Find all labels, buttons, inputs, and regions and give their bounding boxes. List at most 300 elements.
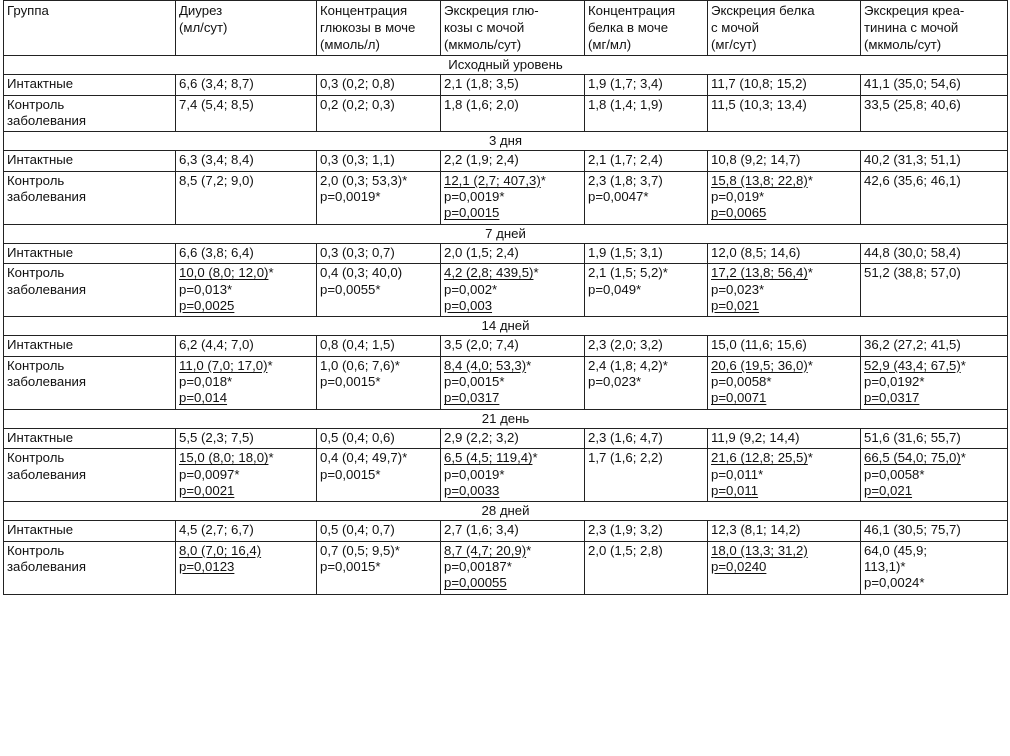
value-cell — [441, 75, 585, 95]
table-row — [4, 171, 1008, 224]
header-line-text: Группа — [7, 3, 49, 18]
value-line-text: 51,6 (31,6; 55,7) — [864, 429, 961, 445]
value-line-text: p=0,0047* — [588, 189, 649, 205]
value-line — [711, 205, 857, 221]
section-title: 21 день — [4, 409, 1008, 428]
group-line-text: Контроль — [7, 172, 65, 188]
table-row — [4, 541, 1008, 594]
value-line — [864, 173, 1004, 189]
group-line — [7, 113, 172, 129]
value-line-text: 64,0 (45,9; — [864, 542, 928, 558]
group-line-text: Интактные — [7, 244, 74, 260]
value-cell — [708, 336, 861, 356]
value-line — [444, 298, 581, 314]
table-row — [4, 75, 1008, 95]
value-line — [179, 559, 313, 575]
value-line — [179, 265, 313, 281]
value-cell — [708, 95, 861, 132]
value-line-text: p=0,00055 — [444, 575, 507, 591]
value-line-text: 1,9 (1,7; 3,4) — [588, 76, 663, 92]
value-line-text: 2,3 (1,8; 3,7) — [588, 172, 663, 188]
value-line-text: 2,3 (1,9; 3,2) — [588, 522, 663, 538]
group-line — [7, 245, 172, 261]
section-title: 28 дней — [4, 502, 1008, 521]
value-line — [864, 390, 1004, 406]
value-line-text: p=0,0065 — [711, 205, 767, 221]
value-line-text: 0,3 (0,3; 0,7) — [320, 244, 395, 260]
header-line-text: Концентрация — [320, 3, 408, 18]
value-line — [711, 374, 857, 390]
value-line-text: 20,6 (19,5; 36,0) — [711, 357, 808, 373]
value-cell — [861, 151, 1008, 171]
header-line-text: (мг/мл) — [588, 37, 632, 52]
value-line — [588, 245, 704, 261]
value-cell — [861, 541, 1008, 594]
value-line — [444, 337, 581, 353]
group-line — [7, 265, 172, 281]
value-line — [444, 374, 581, 390]
header-cell — [861, 1, 1008, 56]
value-line-text: 0,4 (0,4; 49,7)* — [320, 450, 408, 466]
value-line-text: p=0,0025 — [179, 297, 235, 313]
value-line — [444, 205, 581, 221]
header-line — [320, 19, 437, 36]
value-line-text: 11,9 (9,2; 14,4) — [711, 429, 800, 445]
value-cell — [861, 336, 1008, 356]
value-line — [179, 522, 313, 538]
header-line-text: (мл/сут) — [179, 20, 228, 35]
header-line — [711, 2, 857, 19]
header-line — [320, 2, 437, 19]
value-line-text: p=0,0055* — [320, 281, 381, 297]
value-line-text: p=0,0015* — [444, 374, 505, 390]
table-row — [4, 243, 1008, 263]
value-line-text: p=0,021 — [864, 482, 913, 498]
value-cell — [585, 75, 708, 95]
section-row — [4, 317, 1008, 336]
value-line-text: p=0,049* — [588, 281, 642, 297]
value-cell — [585, 336, 708, 356]
value-cell — [176, 171, 317, 224]
header-line-text: Экскреция креа- — [864, 3, 965, 18]
value-line-suffix: * — [960, 450, 966, 466]
value-line — [864, 374, 1004, 390]
group-line-text: Интактные — [7, 76, 74, 92]
group-line — [7, 189, 172, 205]
value-cell — [317, 449, 441, 502]
header-cell — [585, 1, 708, 56]
value-cell — [585, 541, 708, 594]
group-line — [7, 337, 172, 353]
header-line-text: белка в моче — [588, 20, 669, 35]
value-line — [444, 543, 581, 559]
value-line-text: p=0,011 — [711, 482, 759, 498]
value-line-text: p=0,0024* — [864, 575, 925, 591]
value-line — [320, 522, 437, 538]
value-line-text: 51,2 (38,8; 57,0) — [864, 265, 961, 281]
value-line-text: 8,0 (7,0; 16,4) — [179, 542, 262, 558]
value-line-text: 12,3 (8,1; 14,2) — [711, 522, 801, 538]
value-cell — [861, 243, 1008, 263]
value-line — [179, 282, 313, 298]
value-line — [864, 337, 1004, 353]
value-line — [864, 358, 1004, 374]
group-line — [7, 467, 172, 483]
header-line — [864, 2, 1004, 19]
value-line — [444, 173, 581, 189]
value-cell — [317, 75, 441, 95]
value-cell — [708, 264, 861, 317]
group-line-text: Интактные — [7, 152, 74, 168]
table-row — [4, 264, 1008, 317]
header-line — [588, 2, 704, 19]
value-line — [320, 173, 437, 189]
value-line — [179, 430, 313, 446]
value-line-text: 10,0 (8,0; 12,0) — [179, 265, 269, 281]
value-cell — [317, 356, 441, 409]
header-line-text: Концентрация — [588, 3, 676, 18]
value-cell — [861, 95, 1008, 132]
header-line — [444, 2, 581, 19]
value-line-text: p=0,0097* — [179, 466, 240, 482]
value-line-text: p=0,0015* — [320, 466, 381, 482]
value-line-text: p=0,014 — [179, 390, 228, 406]
table-row — [4, 95, 1008, 132]
value-line-text: 2,0 (0,3; 53,3)* — [320, 172, 408, 188]
value-line-text: p=0,0019* — [444, 466, 505, 482]
value-cell — [317, 95, 441, 132]
value-line-suffix: * — [267, 357, 273, 373]
header-line-text: с мочой — [711, 20, 759, 35]
value-cell — [585, 264, 708, 317]
group-line-text: заболевания — [7, 466, 86, 482]
value-line-text: 41,1 (35,0; 54,6) — [864, 76, 961, 92]
value-cell — [708, 171, 861, 224]
value-cell — [708, 428, 861, 448]
group-line-text: Интактные — [7, 429, 74, 445]
value-line — [444, 245, 581, 261]
value-line — [864, 522, 1004, 538]
value-line — [444, 450, 581, 466]
value-line — [588, 173, 704, 189]
value-line — [444, 483, 581, 499]
value-cell — [441, 356, 585, 409]
value-line-text: p=0,013* — [179, 281, 233, 297]
value-line — [588, 543, 704, 559]
value-line-text: 1,9 (1,5; 3,1) — [588, 244, 663, 260]
group-cell — [4, 171, 176, 224]
value-line — [588, 152, 704, 168]
value-line-text: p=0,0058* — [864, 466, 925, 482]
value-line-suffix: * — [960, 357, 966, 373]
group-cell — [4, 151, 176, 171]
value-line — [711, 152, 857, 168]
value-line — [179, 152, 313, 168]
group-cell — [4, 428, 176, 448]
value-cell — [585, 449, 708, 502]
value-cell — [176, 336, 317, 356]
value-line — [320, 337, 437, 353]
value-line-suffix: * — [533, 265, 539, 281]
value-line-text: 4,2 (2,8; 439,5) — [444, 265, 534, 281]
value-cell — [317, 171, 441, 224]
header-line-text: Экскреция белка — [711, 3, 815, 18]
value-cell — [585, 151, 708, 171]
value-line-text: 44,8 (30,0; 58,4) — [864, 244, 961, 260]
header-line — [864, 36, 1004, 53]
value-line — [711, 430, 857, 446]
value-line — [444, 265, 581, 281]
value-cell — [176, 541, 317, 594]
value-cell — [317, 541, 441, 594]
value-line-text: 2,2 (1,9; 2,4) — [444, 152, 519, 168]
value-line — [444, 97, 581, 113]
value-line-text: 21,6 (12,8; 25,5) — [711, 450, 808, 466]
group-line-text: Контроль — [7, 357, 65, 373]
value-line — [711, 467, 857, 483]
value-line-text: 0,4 (0,3; 40,0) — [320, 265, 403, 281]
value-cell — [441, 336, 585, 356]
value-line-text: 0,5 (0,4; 0,7) — [320, 522, 395, 538]
value-line-text: 2,0 (1,5; 2,8) — [588, 542, 663, 558]
value-cell — [708, 356, 861, 409]
value-line — [179, 483, 313, 499]
group-line-text: Интактные — [7, 337, 74, 353]
value-line — [864, 265, 1004, 281]
value-line-text: 2,1 (1,7; 2,4) — [588, 152, 663, 168]
header-cell — [176, 1, 317, 56]
value-cell — [441, 541, 585, 594]
value-line-text: p=0,0192* — [864, 374, 925, 390]
header-line-text: козы с мочой — [444, 20, 525, 35]
value-line-text: 15,0 (11,6; 15,6) — [711, 337, 807, 353]
value-line-text: 6,6 (3,4; 8,7) — [179, 76, 254, 92]
value-line-text: 2,1 (1,8; 3,5) — [444, 76, 519, 92]
value-cell — [708, 521, 861, 541]
value-line — [864, 97, 1004, 113]
header-line-text: (мг/сут) — [711, 37, 757, 52]
value-cell — [708, 75, 861, 95]
group-line — [7, 152, 172, 168]
value-cell — [317, 264, 441, 317]
section-title: 3 дня — [4, 132, 1008, 151]
value-line — [711, 522, 857, 538]
header-line — [864, 19, 1004, 36]
group-line-text: заболевания — [7, 112, 86, 128]
value-line-text: p=0,003 — [444, 297, 493, 313]
value-cell — [441, 151, 585, 171]
value-line-suffix: * — [268, 265, 274, 281]
value-line-text: 2,3 (2,0; 3,2) — [588, 337, 663, 353]
header-line — [444, 19, 581, 36]
value-line-text: 6,2 (4,4; 7,0) — [179, 337, 254, 353]
header-line — [711, 19, 857, 36]
value-line-text: p=0,0071 — [711, 390, 767, 406]
value-line-text: p=0,019* — [711, 189, 765, 205]
value-line-text: 0,8 (0,4; 1,5) — [320, 337, 395, 353]
value-line-text: 2,3 (1,6; 4,7) — [588, 429, 663, 445]
value-line — [864, 559, 1004, 575]
value-line — [444, 152, 581, 168]
value-cell — [861, 449, 1008, 502]
header-line — [7, 2, 172, 19]
value-line-text: 8,5 (7,2; 9,0) — [179, 172, 254, 188]
header-line-text: (мкмоль/сут) — [444, 37, 522, 52]
group-cell — [4, 541, 176, 594]
group-line — [7, 76, 172, 92]
value-line-text: p=0,0033 — [444, 482, 500, 498]
value-cell — [176, 75, 317, 95]
value-line-text: 6,5 (4,5; 119,4) — [444, 450, 533, 466]
header-line-text: глюкозы в моче — [320, 20, 416, 35]
value-line — [320, 245, 437, 261]
value-cell — [441, 264, 585, 317]
section-title: 7 дней — [4, 224, 1008, 243]
value-line-text: 11,0 (7,0; 17,0) — [179, 357, 268, 373]
value-line — [588, 522, 704, 538]
value-line-text: 6,6 (3,8; 6,4) — [179, 244, 254, 260]
group-line — [7, 374, 172, 390]
value-line-text: 0,3 (0,3; 1,1) — [320, 152, 395, 168]
header-line — [179, 19, 313, 36]
value-line — [320, 559, 437, 575]
value-line-suffix: * — [268, 450, 274, 466]
value-line — [444, 390, 581, 406]
group-cell — [4, 336, 176, 356]
value-line-text: p=0,0317 — [864, 390, 920, 406]
header-line — [588, 19, 704, 36]
table-header — [4, 1, 1008, 56]
section-row — [4, 132, 1008, 151]
value-line-text: 18,0 (13,3; 31,2) — [711, 542, 808, 558]
value-line-text: 42,6 (35,6; 46,1) — [864, 172, 961, 188]
value-line-text: 2,9 (2,2; 3,2) — [444, 429, 519, 445]
value-cell — [861, 356, 1008, 409]
value-line — [864, 76, 1004, 92]
value-line-text: 1,7 (1,6; 2,2) — [588, 450, 663, 466]
value-line-text: 46,1 (30,5; 75,7) — [864, 522, 961, 538]
value-line — [320, 265, 437, 281]
value-line — [320, 450, 437, 466]
value-line — [711, 97, 857, 113]
value-line-text: 15,0 (8,0; 18,0) — [179, 450, 269, 466]
value-line — [711, 189, 857, 205]
group-line-text: заболевания — [7, 559, 86, 575]
value-line — [179, 76, 313, 92]
value-line — [320, 282, 437, 298]
value-line — [711, 483, 857, 499]
value-cell — [176, 449, 317, 502]
group-line — [7, 430, 172, 446]
value-line-text: p=0,002* — [444, 281, 498, 297]
value-line — [864, 450, 1004, 466]
value-line — [864, 575, 1004, 591]
value-line — [864, 467, 1004, 483]
group-line — [7, 358, 172, 374]
value-cell — [441, 243, 585, 263]
section-row — [4, 502, 1008, 521]
value-line — [179, 337, 313, 353]
value-line — [444, 358, 581, 374]
group-line — [7, 173, 172, 189]
value-line — [444, 467, 581, 483]
value-line-text: 2,1 (1,5; 5,2)* — [588, 265, 668, 281]
value-cell — [441, 428, 585, 448]
value-line — [864, 152, 1004, 168]
value-cell — [861, 264, 1008, 317]
value-cell — [708, 541, 861, 594]
value-line — [711, 282, 857, 298]
value-line — [179, 543, 313, 559]
value-line — [711, 559, 857, 575]
value-line — [588, 97, 704, 113]
value-line — [320, 374, 437, 390]
value-line-text: 11,5 (10,3; 13,4) — [711, 96, 807, 112]
value-cell — [585, 95, 708, 132]
value-line-text: p=0,0015* — [320, 374, 381, 390]
value-line-suffix: * — [526, 357, 532, 373]
value-cell — [176, 243, 317, 263]
header-line — [444, 36, 581, 53]
header-cell — [317, 1, 441, 56]
value-line — [320, 189, 437, 205]
value-line-text: 6,3 (3,4; 8,4) — [179, 152, 254, 168]
value-line-text: 33,5 (25,8; 40,6) — [864, 96, 961, 112]
value-line-text: p=0,0058* — [711, 374, 772, 390]
value-line — [444, 522, 581, 538]
value-line — [588, 430, 704, 446]
value-line-suffix: * — [532, 450, 538, 466]
value-cell — [861, 521, 1008, 541]
value-cell — [317, 151, 441, 171]
data-table — [3, 0, 1008, 595]
value-cell — [317, 521, 441, 541]
value-cell — [317, 428, 441, 448]
table-row — [4, 428, 1008, 448]
header-line-text: тинина с мочой — [864, 20, 959, 35]
value-line — [179, 467, 313, 483]
value-line — [179, 390, 313, 406]
value-line — [588, 265, 704, 281]
header-line-text: (мкмоль/сут) — [864, 37, 942, 52]
value-line — [588, 337, 704, 353]
group-cell — [4, 264, 176, 317]
value-line-text: 3,5 (2,0; 7,4) — [444, 337, 519, 353]
value-cell — [441, 95, 585, 132]
value-line — [444, 282, 581, 298]
value-line — [588, 450, 704, 466]
value-line — [320, 467, 437, 483]
value-cell — [176, 521, 317, 541]
value-line — [588, 76, 704, 92]
value-line-text: 52,9 (43,4; 67,5) — [864, 357, 961, 373]
value-cell — [176, 428, 317, 448]
value-cell — [861, 171, 1008, 224]
value-line — [320, 543, 437, 559]
header-line — [320, 36, 437, 53]
value-line — [179, 245, 313, 261]
value-cell — [441, 171, 585, 224]
value-line-text: p=0,011* — [711, 466, 764, 482]
value-line — [179, 173, 313, 189]
value-line-text: p=0,023* — [711, 281, 765, 297]
value-line — [864, 430, 1004, 446]
value-line-text: p=0,00187* — [444, 559, 512, 575]
group-cell — [4, 75, 176, 95]
value-cell — [441, 521, 585, 541]
value-line-text: 0,7 (0,5; 9,5)* — [320, 542, 400, 558]
group-line-text: Контроль — [7, 450, 65, 466]
